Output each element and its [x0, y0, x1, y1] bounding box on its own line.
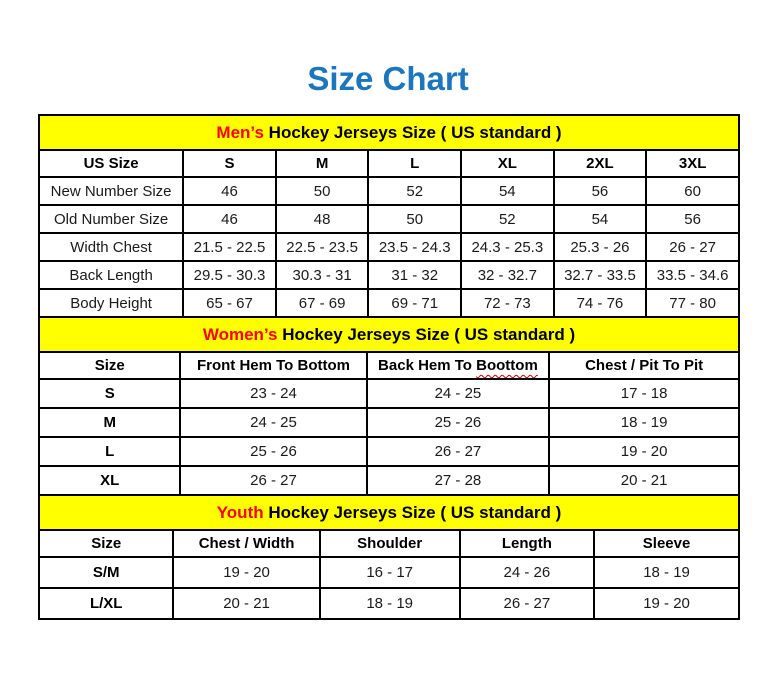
column-header: S	[183, 150, 276, 177]
youth-size-table	[38, 494, 740, 620]
value-cell: 17 - 18	[549, 379, 739, 408]
value-cell: 56	[554, 177, 647, 205]
value-cell: 54	[554, 205, 647, 233]
column-header: US Size	[39, 150, 183, 177]
value-cell: 16 - 17	[320, 557, 460, 588]
value-cell: 48	[276, 205, 369, 233]
value-cell: 26 - 27	[460, 588, 594, 619]
table-row	[39, 261, 739, 289]
value-cell: 26 - 27	[367, 437, 550, 466]
banner-highlight: Men’s	[216, 122, 264, 142]
row-label: S	[39, 379, 180, 408]
value-cell: 27 - 28	[367, 466, 550, 495]
column-header: Size	[39, 530, 173, 557]
column-header: Chest / Width	[173, 530, 319, 557]
youth-size-table-banner	[39, 495, 739, 530]
mens-size-table-header-row	[39, 150, 739, 177]
row-label: New Number Size	[39, 177, 183, 205]
column-header: 2XL	[554, 150, 647, 177]
value-cell: 18 - 19	[549, 408, 739, 437]
value-cell: 56	[646, 205, 739, 233]
value-cell: 24 - 26	[460, 557, 594, 588]
column-header: Length	[460, 530, 594, 557]
womens-size-table	[38, 316, 740, 496]
value-cell: 21.5 - 22.5	[183, 233, 276, 261]
value-cell: 20 - 21	[549, 466, 739, 495]
column-header: Front Hem To Bottom	[180, 352, 366, 379]
value-cell: 23 - 24	[180, 379, 366, 408]
value-cell: 26 - 27	[646, 233, 739, 261]
table-row	[39, 437, 739, 466]
table-row	[39, 466, 739, 495]
value-cell: 25 - 26	[367, 408, 550, 437]
row-label: S/M	[39, 557, 173, 588]
value-cell: 33.5 - 34.6	[646, 261, 739, 289]
value-cell: 25.3 - 26	[554, 233, 647, 261]
womens-size-table-banner	[39, 317, 739, 352]
value-cell: 65 - 67	[183, 289, 276, 317]
value-cell: 52	[461, 205, 554, 233]
value-cell: 20 - 21	[173, 588, 319, 619]
header-text: Back Hem To	[378, 357, 477, 374]
banner-text: Hockey Jerseys Size ( US standard )	[263, 502, 562, 522]
table-row	[39, 408, 739, 437]
value-cell: 46	[183, 177, 276, 205]
column-header: L	[368, 150, 461, 177]
value-cell: 77 - 80	[646, 289, 739, 317]
table-row	[39, 233, 739, 261]
table-row	[39, 289, 739, 317]
misspelled-word: Boottom	[476, 357, 538, 374]
value-cell: 69 - 71	[368, 289, 461, 317]
banner-highlight: Women’s	[202, 324, 278, 344]
value-cell: 24 - 25	[367, 379, 550, 408]
table-row	[39, 205, 739, 233]
value-cell: 54	[461, 177, 554, 205]
table-row	[39, 588, 739, 619]
value-cell: 32 - 32.7	[461, 261, 554, 289]
section-banner	[39, 317, 739, 352]
row-label: L/XL	[39, 588, 173, 619]
value-cell: 50	[368, 205, 461, 233]
column-header: Size	[39, 352, 180, 379]
value-cell: 22.5 - 23.5	[276, 233, 369, 261]
column-header: M	[276, 150, 369, 177]
row-label: Body Height	[39, 289, 183, 317]
banner-text: Hockey Jerseys Size ( US standard )	[277, 324, 576, 344]
value-cell: 24 - 25	[180, 408, 366, 437]
value-cell: 50	[276, 177, 369, 205]
womens-size-table-header-row	[39, 352, 739, 379]
value-cell: 29.5 - 30.3	[183, 261, 276, 289]
column-header: XL	[461, 150, 554, 177]
table-row	[39, 379, 739, 408]
page-title: Size Chart	[307, 60, 469, 97]
row-label: L	[39, 437, 180, 466]
value-cell: 26 - 27	[180, 466, 366, 495]
youth-size-table-header-row	[39, 530, 739, 557]
section-banner	[39, 115, 739, 150]
value-cell: 19 - 20	[549, 437, 739, 466]
value-cell: 25 - 26	[180, 437, 366, 466]
value-cell: 72 - 73	[461, 289, 554, 317]
value-cell: 23.5 - 24.3	[368, 233, 461, 261]
column-header: Chest / Pit To Pit	[549, 352, 739, 379]
value-cell: 18 - 19	[594, 557, 739, 588]
value-cell: 30.3 - 31	[276, 261, 369, 289]
row-label: Width Chest	[39, 233, 183, 261]
value-cell: 31 - 32	[368, 261, 461, 289]
value-cell: 19 - 20	[594, 588, 739, 619]
column-header	[367, 352, 550, 379]
column-header: Shoulder	[320, 530, 460, 557]
column-header: Sleeve	[594, 530, 739, 557]
value-cell: 74 - 76	[554, 289, 647, 317]
mens-size-table-banner	[39, 115, 739, 150]
mens-size-table	[38, 114, 740, 318]
table-row	[39, 177, 739, 205]
row-label: Old Number Size	[39, 205, 183, 233]
value-cell: 19 - 20	[173, 557, 319, 588]
row-label: M	[39, 408, 180, 437]
row-label: XL	[39, 466, 180, 495]
column-header: 3XL	[646, 150, 739, 177]
value-cell: 46	[183, 205, 276, 233]
size-chart-tables	[38, 114, 740, 620]
value-cell: 32.7 - 33.5	[554, 261, 647, 289]
value-cell: 52	[368, 177, 461, 205]
banner-text: Hockey Jerseys Size ( US standard )	[263, 122, 562, 142]
row-label: Back Length	[39, 261, 183, 289]
banner-highlight: Youth	[216, 502, 264, 522]
section-banner	[39, 495, 739, 530]
table-row	[39, 557, 739, 588]
value-cell: 18 - 19	[320, 588, 460, 619]
value-cell: 67 - 69	[276, 289, 369, 317]
value-cell: 60	[646, 177, 739, 205]
value-cell: 24.3 - 25.3	[461, 233, 554, 261]
